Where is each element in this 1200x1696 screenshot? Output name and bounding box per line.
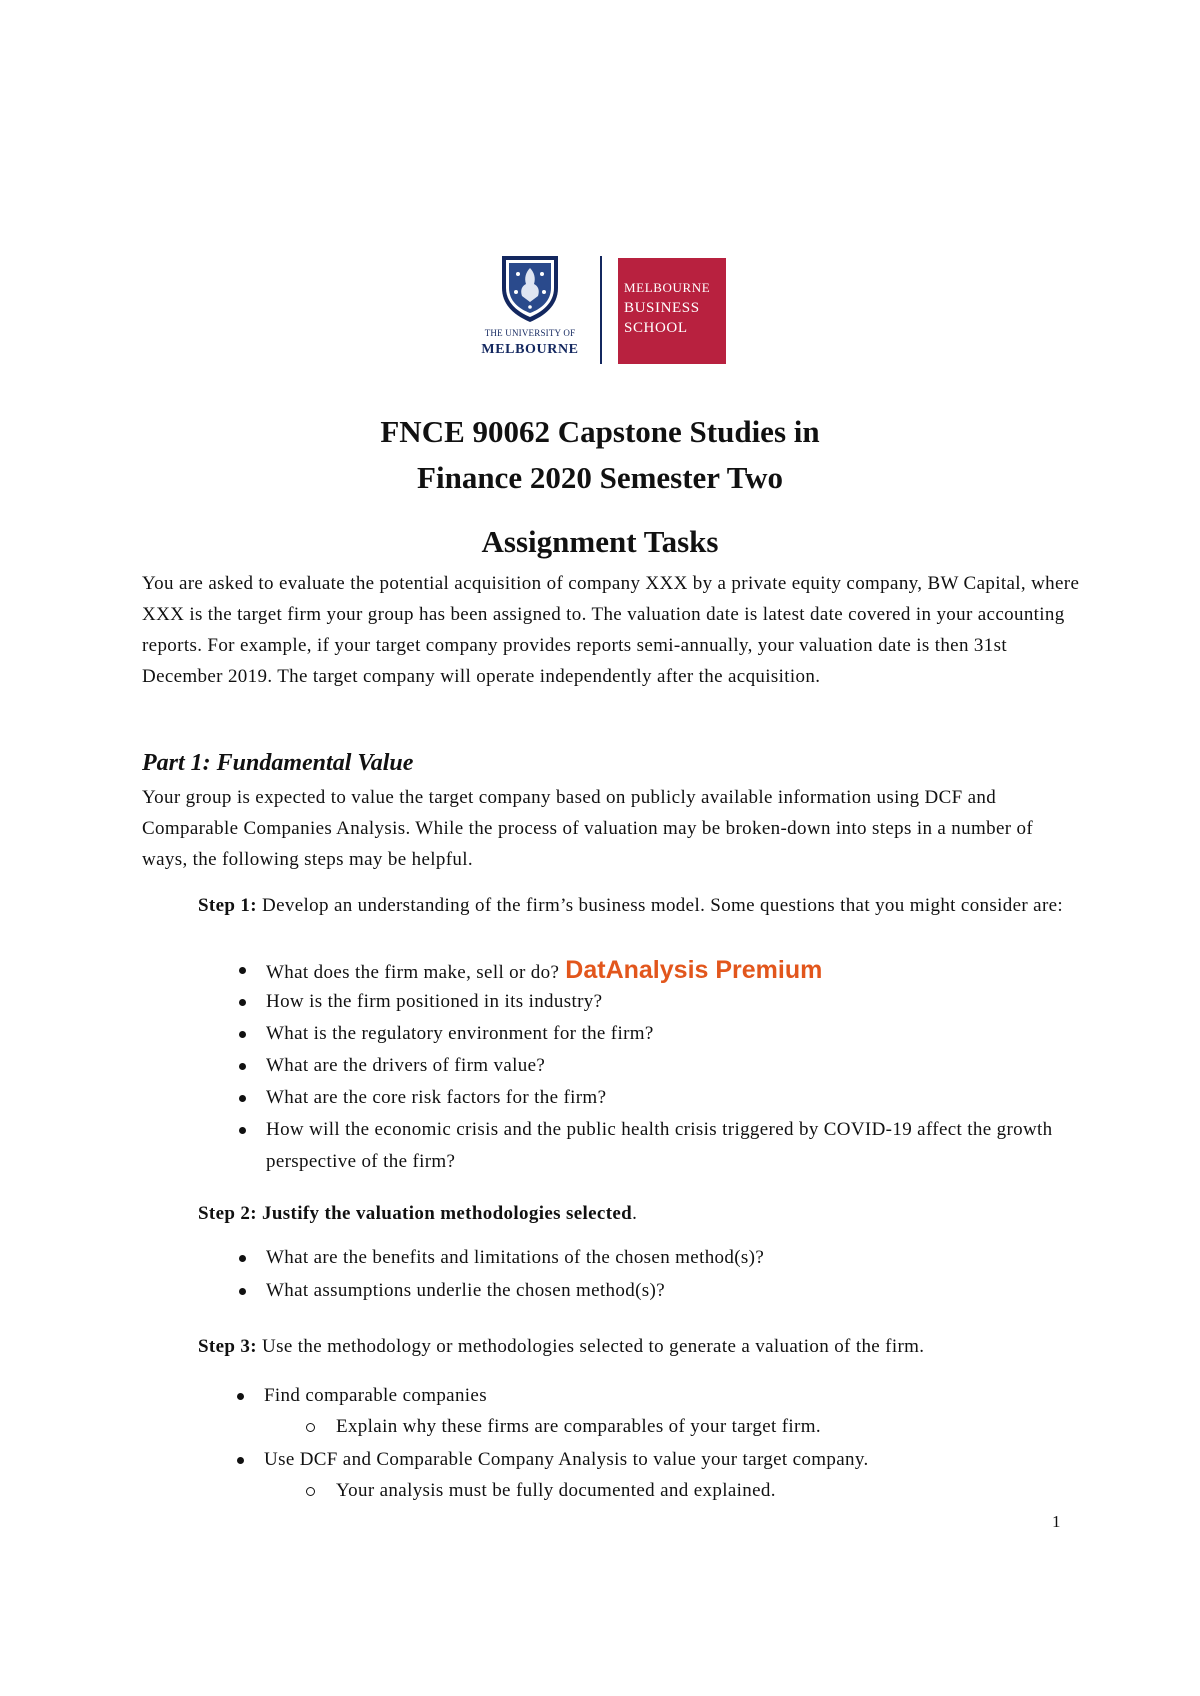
step3-text: Use the methodology or methodologies selected to generate a valuation of the firm.: [256, 1336, 925, 1357]
list-item: [266, 1050, 1076, 1082]
section-title: Assignment Tasks: [481, 524, 719, 559]
step1-bullet-4: What are the drivers of firm value?: [266, 1055, 546, 1076]
step1-bullet-6: How will the economic crisis and the public health crisis triggered by COVID-19 affect the growth perspective of the firm?: [266, 1119, 1053, 1172]
step2-bullet-2: What assumptions underlie the chosen method(s)?: [266, 1280, 665, 1301]
school-logo-line1: MELBOURNE: [624, 280, 711, 295]
step1-text: Develop an understanding of the firm’s business model. Some questions that you might consider are:: [256, 895, 1064, 916]
watermark: DatAnalysis Premium: [565, 956, 823, 984]
list-item: [336, 1411, 1076, 1443]
list-item: [266, 1275, 1076, 1307]
school-logo-line2: BUSINESS: [624, 300, 700, 316]
list-item: [264, 1444, 1074, 1476]
course-title-line2: Finance 2020 Semester Two: [417, 460, 783, 495]
business-school-logo: [618, 258, 726, 364]
list-item: [266, 1242, 1076, 1274]
university-of-melbourne-logo: [474, 254, 586, 366]
list-item: [266, 1114, 1076, 1178]
step1-bullet-5: What are the core risk factors for the firm?: [266, 1087, 607, 1108]
course-title-line1: FNCE 90062 Capstone Studies in: [380, 414, 820, 449]
page-number: 1: [1052, 1512, 1061, 1531]
step1-bullet-3: What is the regulatory environment for the firm?: [266, 1023, 654, 1044]
step3-label: Step 3:: [198, 1336, 257, 1357]
step3-bullet-2: Use DCF and Comparable Company Analysis to value your target company.: [264, 1449, 869, 1470]
list-item: [264, 1380, 1074, 1412]
university-logo: [474, 254, 728, 366]
step1-label: Step 1:: [198, 895, 257, 916]
part1-paragraph: Your group is expected to value the target company based on publicly available information using DCF and Comparable Companies Analysis. While the process of valuation may be broken-down into steps in a number of ways, the following steps may be helpful.: [142, 787, 1034, 870]
step2: [198, 1198, 1078, 1230]
crest-icon: [500, 254, 560, 324]
part1-heading: Part 1: Fundamental Value: [142, 750, 414, 776]
list-item: [266, 1018, 1076, 1050]
step3: [198, 1331, 1078, 1363]
logo-divider: [600, 256, 602, 364]
university-logo-line2: MELBOURNE: [481, 342, 579, 357]
school-logo-line3: SCHOOL: [624, 320, 688, 336]
step3-subbullet-1: Explain why these firms are comparables of your target firm.: [336, 1416, 821, 1437]
step1-bullet-1: What does the firm make, sell or do?: [266, 962, 560, 983]
step1-bullet-2: How is the firm positioned in its industry?: [266, 991, 603, 1012]
list-item: [266, 986, 1076, 1018]
intro-paragraph: You are asked to evaluate the potential acquisition of company XXX by a private equity company, BW Capital, where XXX is the target firm your group has been assigned to. The valuation date is latest date covered in your accounting reports. For example, if your target company provides reports semi-annually, your valuation date is then 31st December 2019. The target company will operate independently after the acquisition.: [142, 573, 1080, 687]
university-logo-line1: THE UNIVERSITY OF: [484, 328, 576, 338]
step3-bullet-1: Find comparable companies: [264, 1385, 487, 1406]
step2-label: Step 2: Justify the valuation methodologies selected: [198, 1203, 633, 1224]
step3-subbullet-2: Your analysis must be fully documented and explained.: [336, 1480, 776, 1501]
list-item: [266, 954, 1076, 989]
step2-suffix: .: [632, 1203, 638, 1224]
list-item: [266, 1082, 1076, 1114]
step2-bullet-1: What are the benefits and limitations of the chosen method(s)?: [266, 1247, 765, 1268]
list-item: [336, 1475, 1076, 1507]
step1: [198, 890, 1078, 922]
